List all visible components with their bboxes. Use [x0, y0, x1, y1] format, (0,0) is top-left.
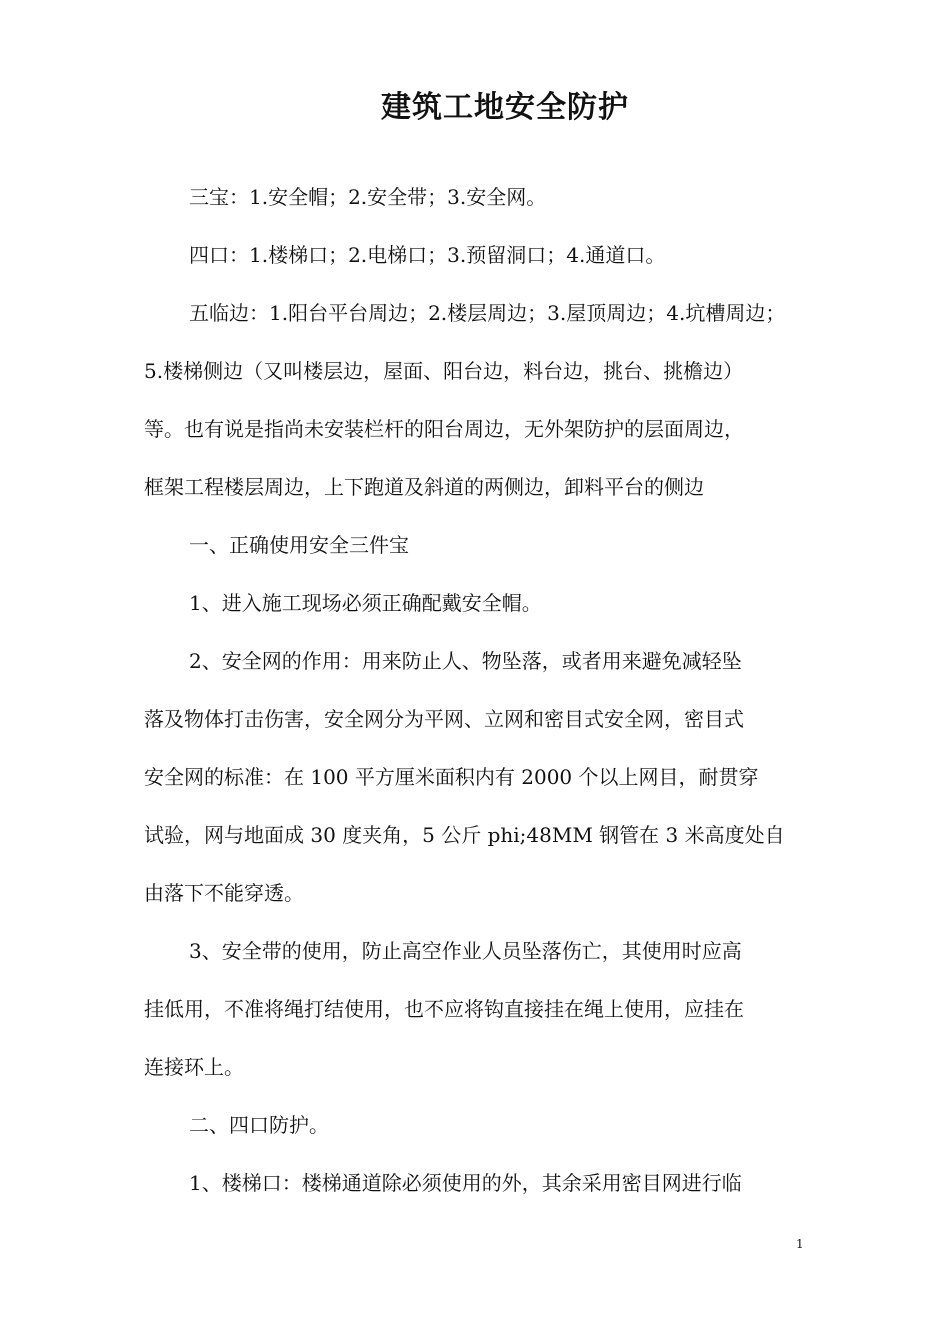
- paragraph-line-10: 安全网的标准：在 100 平方厘米面积内有 2000 个以上网目，耐贯穿: [144, 765, 759, 789]
- page-number: 1: [796, 1237, 804, 1251]
- paragraph-line-6: 框架工程楼层周边，上下跑道及斜道的两侧边，卸料平台的侧边: [144, 475, 704, 499]
- paragraph-line-5: 等。也有说是指尚未安装栏杆的阳台周边，无外架防护的层面周边，: [144, 417, 744, 441]
- paragraph-line-11: 试验，网与地面成 30 度夹角，5 公斤 phi;48MM 钢管在 3 米高度处自: [144, 823, 785, 847]
- paragraph-line-14: 挂低用，不准将绳打结使用，也不应将钩直接挂在绳上使用，应挂在: [144, 997, 744, 1021]
- paragraph-line-3: 五临边：1.阳台平台周边；2.楼层周边；3.屋顶周边；4.坑槽周边；: [189, 301, 786, 325]
- paragraph-line-4: 5.楼梯侧边（又叫楼层边，屋面、阳台边，料台边，挑台、挑檐边）: [144, 359, 744, 383]
- paragraph-line-1: 三宝：1.安全帽；2.安全带；3.安全网。: [189, 185, 547, 209]
- section-heading-2: 二、四口防护。: [189, 1113, 329, 1137]
- section-heading-1: 一、正确使用安全三件宝: [189, 533, 409, 557]
- paragraph-line-12: 由落下不能穿透。: [144, 881, 304, 905]
- paragraph-line-7: 1、进入施工现场必须正确配戴安全帽。: [189, 591, 542, 615]
- paragraph-line-2: 四口：1.楼梯口；2.电梯口；3.预留洞口；4.通道口。: [189, 243, 666, 267]
- paragraph-line-15: 连接环上。: [144, 1055, 244, 1079]
- document-title: 建筑工地安全防护: [381, 90, 629, 125]
- paragraph-line-8: 2、安全网的作用：用来防止人、物坠落，或者用来避免减轻坠: [189, 649, 742, 673]
- paragraph-line-16: 1、楼梯口：楼梯通道除必须使用的外，其余采用密目网进行临: [189, 1171, 742, 1195]
- paragraph-line-9: 落及物体打击伤害，安全网分为平网、立网和密目式安全网，密目式: [144, 707, 744, 731]
- paragraph-line-13: 3、安全带的使用，防止高空作业人员坠落伤亡，其使用时应高: [189, 939, 742, 963]
